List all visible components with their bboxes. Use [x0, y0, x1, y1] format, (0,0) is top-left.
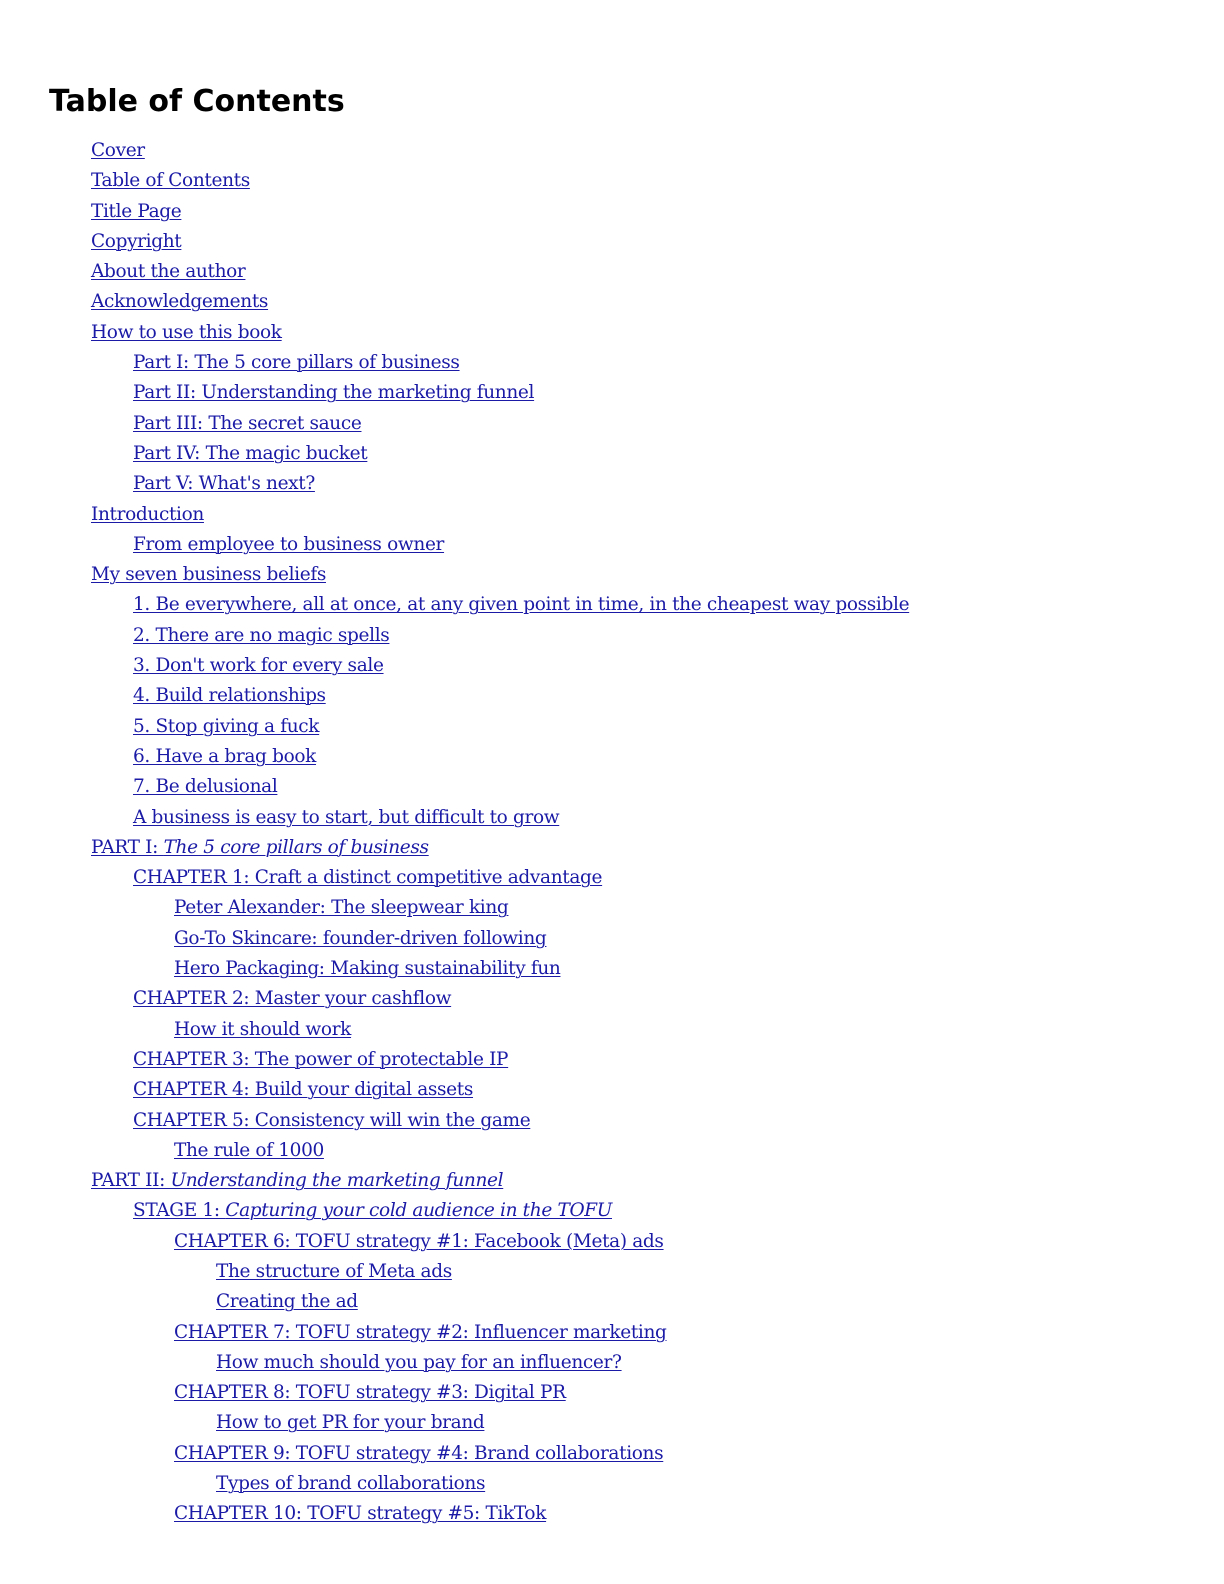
toc-link[interactable] [91, 261, 245, 282]
toc-link-text: Acknowledgements [91, 291, 269, 313]
toc-entry [0, 1106, 909, 1136]
toc-link[interactable] [133, 716, 319, 737]
toc-link-text: CHAPTER 3: The power of protectable IP [133, 1048, 509, 1070]
toc-link-text: Types of brand collaborations [216, 1473, 486, 1495]
toc-entry [0, 318, 909, 348]
toc-link[interactable] [174, 958, 560, 979]
toc-link-text: STAGE 1: [133, 1200, 226, 1222]
toc-entry [0, 1287, 909, 1317]
toc-link[interactable] [174, 1382, 566, 1403]
toc-link[interactable] [133, 746, 316, 767]
toc-entry [0, 227, 909, 257]
toc-link-text: My seven business beliefs [91, 564, 326, 586]
toc-link-text: Part I: The 5 core pillars of business [133, 352, 460, 374]
toc-link[interactable] [133, 594, 909, 615]
toc-link[interactable] [91, 291, 268, 312]
toc-link-text: Go-To Skincare: founder-driven following [174, 927, 547, 949]
toc-entry [0, 1318, 909, 1348]
toc-entry [0, 712, 909, 742]
toc-link-text: Part V: What's next? [133, 473, 315, 495]
toc-entry [0, 1348, 909, 1378]
toc-entry [0, 530, 909, 560]
toc-link-text: CHAPTER 8: TOFU strategy #3: Digital PR [174, 1382, 566, 1404]
toc-entry [0, 651, 909, 681]
toc-link-italic-text: Capturing your cold audience in the TOFU [225, 1200, 612, 1222]
toc-link-text: Part III: The secret sauce [133, 412, 362, 434]
toc-entry [0, 1136, 909, 1166]
toc-link-text: Hero Packaging: Making sustainability fun [174, 958, 561, 980]
toc-entry [0, 1378, 909, 1408]
toc-link[interactable] [91, 201, 181, 222]
toc-link[interactable] [133, 988, 451, 1009]
toc-entry [0, 378, 909, 408]
toc-link[interactable] [174, 1019, 351, 1040]
toc-link[interactable] [133, 776, 277, 797]
toc-entry [0, 500, 909, 530]
toc-entry [0, 1196, 909, 1226]
toc-link-text: CHAPTER 5: Consistency will win the game [133, 1109, 531, 1131]
toc-link-text: Peter Alexander: The sleepwear king [174, 897, 509, 919]
toc-link-text: How to get PR for your brand [216, 1412, 485, 1434]
toc-entry [0, 833, 909, 863]
toc-link-text: CHAPTER 6: TOFU strategy #1: Facebook (Meta) ads [174, 1230, 664, 1252]
toc-link-text: The structure of Meta ads [216, 1260, 452, 1282]
toc-link[interactable] [91, 504, 204, 525]
toc-entry [0, 1408, 909, 1438]
toc-link-text: Part II: Understanding the marketing funnel [133, 382, 535, 404]
toc-entry [0, 681, 909, 711]
toc-link-text: About the author [91, 261, 246, 283]
toc-entry [0, 197, 909, 227]
toc-link[interactable] [91, 1170, 503, 1191]
toc-link-text: How much should you pay for an influencer? [216, 1351, 622, 1373]
toc-entry [0, 348, 909, 378]
toc-link-text: Part IV: The magic bucket [133, 442, 368, 464]
toc-entry [0, 1469, 909, 1499]
toc-link-italic-text: Understanding the marketing funnel [170, 1170, 504, 1192]
toc-link[interactable] [133, 352, 460, 373]
toc-entry [0, 1166, 909, 1196]
toc-link[interactable] [133, 1110, 530, 1131]
toc-link[interactable] [174, 1443, 663, 1464]
toc-entry [0, 984, 909, 1014]
toc-entry [0, 136, 909, 166]
toc-entry [0, 1499, 909, 1529]
toc-link-text: CHAPTER 9: TOFU strategy #4: Brand collaborations [174, 1442, 664, 1464]
toc-entry [0, 439, 909, 469]
toc-entry [0, 742, 909, 772]
toc-link-text: CHAPTER 1: Craft a distinct competitive advantage [133, 867, 603, 889]
toc-list [0, 136, 909, 1530]
toc-link[interactable] [216, 1352, 622, 1373]
toc-entry [0, 621, 909, 651]
toc-link[interactable] [133, 534, 444, 555]
toc-link-text: A business is easy to start, but difficult to grow [133, 806, 560, 828]
toc-entry [0, 560, 909, 590]
toc-entry [0, 287, 909, 317]
toc-link-text: 4. Build relationships [133, 685, 326, 707]
toc-link-text: Introduction [91, 503, 204, 525]
toc-link[interactable] [174, 928, 546, 949]
toc-link[interactable] [91, 231, 181, 252]
toc-link[interactable] [133, 443, 367, 464]
toc-link[interactable] [91, 322, 282, 343]
toc-entry [0, 1075, 909, 1105]
toc-link-text: 5. Stop giving a fuck [133, 715, 320, 737]
toc-link[interactable] [216, 1412, 484, 1433]
toc-link[interactable] [133, 473, 315, 494]
toc-link-text: CHAPTER 10: TOFU strategy #5: TikTok [174, 1503, 547, 1525]
page-title: Table of Contents [49, 84, 345, 119]
toc-entry [0, 954, 909, 984]
toc-link-text: From employee to business owner [133, 533, 445, 555]
toc-link[interactable] [133, 807, 559, 828]
toc-entry [0, 1227, 909, 1257]
toc-link[interactable] [133, 685, 326, 706]
toc-link-text: 2. There are no magic spells [133, 624, 390, 646]
toc-link-text: The rule of 1000 [174, 1139, 324, 1161]
toc-entry [0, 893, 909, 923]
toc-link[interactable] [216, 1291, 358, 1312]
toc-link[interactable] [133, 867, 602, 888]
toc-link[interactable] [133, 1200, 612, 1221]
toc-link[interactable] [174, 1322, 667, 1343]
toc-link[interactable] [133, 413, 361, 434]
toc-entry [0, 409, 909, 439]
toc-entry [0, 1045, 909, 1075]
toc-entry [0, 590, 909, 620]
toc-link-text: PART II: [91, 1170, 171, 1192]
toc-entry [0, 469, 909, 499]
toc-entry [0, 1257, 909, 1287]
toc-link[interactable] [91, 564, 326, 585]
toc-link[interactable] [91, 837, 429, 858]
toc-link-text: CHAPTER 4: Build your digital assets [133, 1079, 474, 1101]
toc-link-italic-text: The 5 core pillars of business [163, 836, 429, 858]
toc-link-text: Creating the ad [216, 1291, 358, 1313]
toc-link[interactable] [91, 140, 145, 161]
toc-link[interactable] [133, 625, 389, 646]
toc-link-text: 3. Don't work for every sale [133, 655, 384, 677]
toc-entry [0, 1015, 909, 1045]
toc-entry [0, 863, 909, 893]
toc-link[interactable] [174, 1503, 546, 1524]
toc-link[interactable] [216, 1261, 452, 1282]
toc-entry [0, 803, 909, 833]
toc-link-text: 6. Have a brag book [133, 745, 317, 767]
toc-link-text: How to use this book [91, 321, 282, 343]
toc-entry [0, 924, 909, 954]
toc-link[interactable] [174, 897, 508, 918]
toc-link-text: Title Page [91, 200, 182, 222]
toc-link-text: 1. Be everywhere, all at once, at any given point in time, in the cheapest way possible [133, 594, 910, 616]
toc-link-text: CHAPTER 2: Master your cashflow [133, 988, 452, 1010]
toc-link[interactable] [133, 382, 534, 403]
toc-link-text: PART I: [91, 836, 164, 858]
toc-link[interactable] [133, 1049, 508, 1070]
toc-entry [0, 166, 909, 196]
toc-entry [0, 772, 909, 802]
toc-link[interactable] [133, 1079, 473, 1100]
toc-link-text: Copyright [91, 230, 182, 252]
toc-link-text: How it should work [174, 1018, 352, 1040]
toc-link-text: Cover [91, 140, 145, 161]
toc-link[interactable] [174, 1231, 664, 1252]
toc-link-text: Table of Contents [91, 170, 250, 192]
toc-entry [0, 257, 909, 287]
toc-link[interactable] [133, 655, 384, 676]
toc-link-text: 7. Be delusional [133, 776, 278, 798]
toc-link-text: CHAPTER 7: TOFU strategy #2: Influencer marketing [174, 1321, 667, 1343]
toc-entry [0, 1439, 909, 1469]
toc-link[interactable] [216, 1473, 485, 1494]
toc-link[interactable] [174, 1140, 324, 1161]
toc-link[interactable] [91, 170, 250, 191]
